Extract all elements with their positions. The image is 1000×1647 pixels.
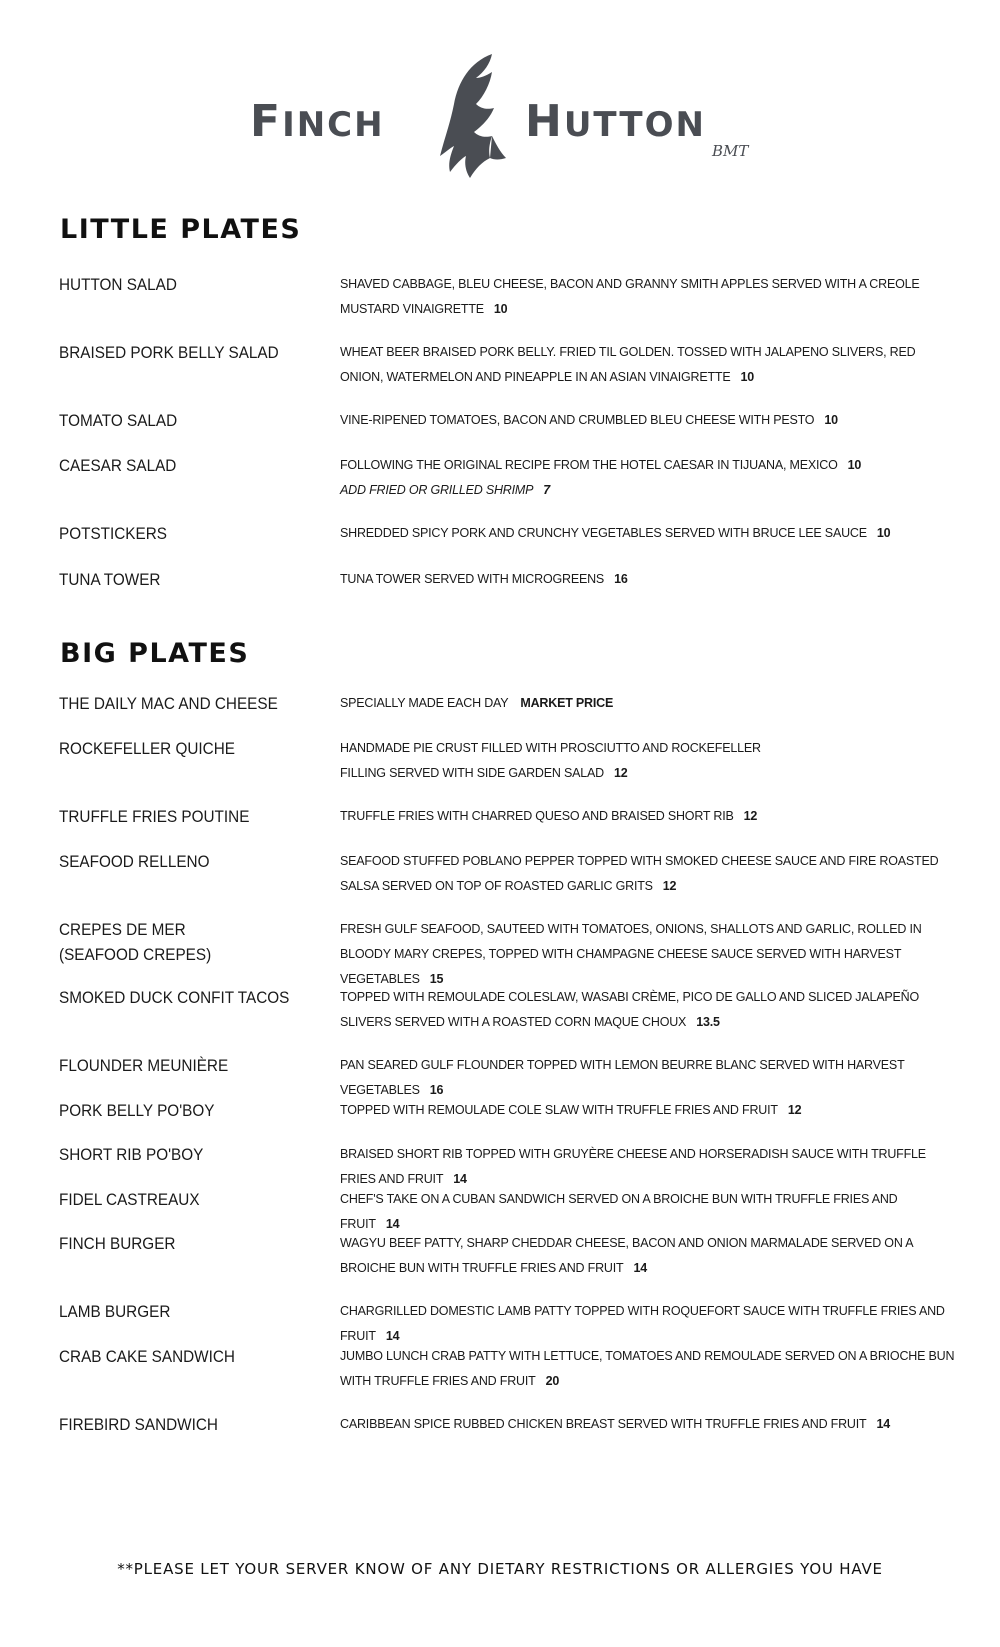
item-description: JUMBO LUNCH CRAB PATTY WITH LETTUCE, TOMATOES AND REMOULADE SERVED ON A BRIOCHE BUN WITH TRUFFLE FRIES AND FRUIT 20 — [340, 1349, 955, 1388]
brand-logo — [0, 52, 1000, 192]
item-description: TRUFFLE FRIES WITH CHARRED QUESO AND BRAISED SHORT RIB 12 — [340, 809, 758, 823]
item-price: 16 — [429, 1083, 444, 1097]
item-price: 12 — [787, 1103, 802, 1117]
item-name: CRAB CAKE SANDWICH — [59, 1347, 235, 1366]
item-description: TOPPED WITH REMOULADE COLESLAW, WASABI CRÈME, PICO DE GALLO AND SLICED JALAPEÑO SLIVERS SERVED WITH A ROASTED CORN MAQUE CHOUX 13.5 — [340, 990, 920, 1029]
item-name: POTSTICKERS — [59, 524, 167, 543]
item-price: 16 — [614, 572, 628, 586]
item-description: WAGYU BEEF PATTY, SHARP CHEDDAR CHEESE, BACON AND ONION MARMALADE SERVED ON A BROICHE BUN WITH TRUFFLE FRIES AND FRUIT 14 — [340, 1236, 913, 1275]
section-title-big-plates: BIG PLATES — [60, 638, 250, 669]
item-price: 14 — [633, 1261, 647, 1275]
item-description: HANDMADE PIE CRUST FILLED WITH PROSCIUTTO AND ROCKEFELLER FILLING SERVED WITH SIDE GARDEN SALAD 12 — [340, 741, 761, 780]
item-price: 12 — [613, 766, 628, 780]
item-name: CAESAR SALAD — [59, 456, 177, 475]
item-name: SHORT RIB PO'BOY — [59, 1145, 204, 1164]
item-name: SEAFOOD RELLENO — [59, 852, 210, 871]
wing-icon — [440, 52, 508, 182]
item-description: CHARGRILLED DOMESTIC LAMB PATTY TOPPED WITH ROQUEFORT SAUCE WITH TRUFFLE FRIES AND FRUIT 14 — [340, 1304, 945, 1343]
item-name: BRAISED PORK BELLY SALAD — [59, 343, 279, 362]
item-price: 13.5 — [696, 1015, 720, 1029]
item-name: TOMATO SALAD — [59, 411, 178, 430]
item-description: BRAISED SHORT RIB TOPPED WITH GRUYÈRE CHEESE AND HORSERADISH SAUCE WITH TRUFFLE FRIES AND FRUIT 14 — [340, 1147, 926, 1186]
item-price: 12 — [662, 879, 677, 893]
item-description: PAN SEARED GULF FLOUNDER TOPPED WITH LEMON BEURRE BLANC SERVED WITH HARVEST VEGETABLES 16 — [340, 1058, 905, 1097]
item-price: MARKET PRICE — [520, 696, 614, 710]
item-description: FOLLOWING THE ORIGINAL RECIPE FROM THE HOTEL CAESAR IN TIJUANA, MEXICO 10 ADD FRIED OR GRILLED SHRIMP 7 — [340, 453, 960, 503]
item-description: TOPPED WITH REMOULADE COLE SLAW WITH TRUFFLE FRIES AND FRUIT 12 — [340, 1103, 802, 1117]
item-name: ROCKEFELLER QUICHE — [59, 739, 235, 758]
dietary-note: **PLEASE LET YOUR SERVER KNOW OF ANY DIETARY RESTRICTIONS OR ALLERGIES YOU HAVE — [117, 1560, 883, 1578]
item-description: SPECIALLY MADE EACH DAY MARKET PRICE — [340, 696, 614, 710]
item-description: SEAFOOD STUFFED POBLANO PEPPER TOPPED WITH SMOKED CHEESE SAUCE AND FIRE ROASTED SALSA SERVED ON TOP OF ROASTED GARLIC GRITS 12 — [340, 854, 939, 893]
item-name: FIDEL CASTREAUX — [59, 1190, 200, 1209]
item-name: HUTTON SALAD — [59, 275, 177, 294]
item-name: SMOKED DUCK CONFIT TACOS — [59, 988, 290, 1007]
item-name: PORK BELLY PO'BOY — [59, 1101, 215, 1120]
item-name: TRUFFLE FRIES POUTINE — [59, 807, 250, 826]
brand-sub: BMT — [712, 142, 749, 160]
item-price: 14 — [876, 1417, 890, 1431]
item-description: TUNA TOWER SERVED WITH MICROGREENS 16 — [340, 572, 628, 586]
item-description: CHEF'S TAKE ON A CUBAN SANDWICH SERVED ON A BROICHE BUN WITH TRUFFLE FRIES AND FRUIT 14 — [340, 1192, 898, 1231]
section-title-little-plates: LITTLE PLATES — [60, 214, 302, 245]
item-addon: ADD FRIED OR GRILLED SHRIMP 7 — [340, 483, 551, 497]
item-description: FRESH GULF SEAFOOD, SAUTEED WITH TOMATOES, ONIONS, SHALLOTS AND GARLIC, ROLLED IN BLOODY MARY CREPES, TOPPED WITH CHAMPAGNE CHEESE SAUCE SERVED WITH HARVEST VEGETABLES 15 — [340, 922, 922, 986]
item-price: 10 — [824, 413, 838, 427]
item-price: 10 — [740, 370, 754, 384]
item-price: 10 — [493, 302, 508, 316]
item-price: 14 — [385, 1217, 400, 1231]
item-price: 10 — [876, 526, 891, 540]
brand-name-left: FINCH — [250, 96, 385, 147]
item-name: FLOUNDER MEUNIÈRE — [59, 1056, 229, 1075]
item-name: LAMB BURGER — [59, 1302, 171, 1321]
item-description: CARIBBEAN SPICE RUBBED CHICKEN BREAST SERVED WITH TRUFFLE FRIES AND FRUIT 14 — [340, 1417, 890, 1431]
item-price: 14 — [453, 1172, 467, 1186]
item-description: WHEAT BEER BRAISED PORK BELLY. FRIED TIL GOLDEN. TOSSED WITH JALAPENO SLIVERS, RED ONION, WATERMELON AND PINEAPPLE IN AN ASIAN VINAIGRETTE 10 — [340, 345, 916, 384]
item-price: 15 — [429, 972, 444, 986]
item-name: TUNA TOWER — [59, 570, 161, 589]
item-name: CREPES DE MER (SEAFOOD CREPES) — [59, 920, 212, 964]
item-name: FIREBIRD SANDWICH — [59, 1415, 218, 1434]
item-description: VINE-RIPENED TOMATOES, BACON AND CRUMBLED BLEU CHEESE WITH PESTO 10 — [340, 413, 838, 427]
addon-price: 7 — [543, 483, 551, 497]
item-description: SHAVED CABBAGE, BLEU CHEESE, BACON AND GRANNY SMITH APPLES SERVED WITH A CREOLE MUSTARD VINAIGRETTE 10 — [340, 277, 920, 316]
item-price: 14 — [385, 1329, 400, 1343]
brand-name-right: HUTTON — [525, 96, 706, 147]
item-description: SHREDDED SPICY PORK AND CRUNCHY VEGETABLES SERVED WITH BRUCE LEE SAUCE 10 — [340, 526, 891, 540]
item-price: 12 — [743, 809, 758, 823]
item-name: THE DAILY MAC AND CHEESE — [59, 694, 278, 713]
item-price: 20 — [545, 1374, 560, 1388]
item-price: 10 — [847, 458, 862, 472]
item-name: FINCH BURGER — [59, 1234, 176, 1253]
